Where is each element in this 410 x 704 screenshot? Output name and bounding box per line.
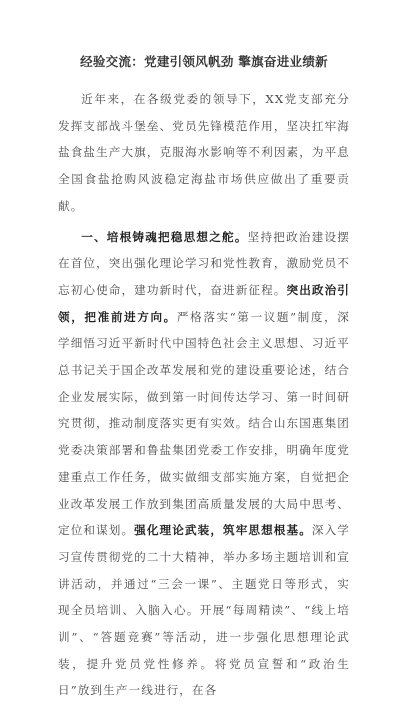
section-1-subheading-2: 强化理论武装，筑牢思想根基。 <box>134 523 312 538</box>
section-1-subheading-1: 突出政治引领，把准前进方向。 <box>58 282 350 324</box>
section-1-text-2: 严格落实“第一议题”制度，深学细悟习近平新时代中国特色社会主义思想、习近平总书记关于国企改革发展和党的建设重要论述，结合企业发展实际，做到第一时间传达学习、第一时间研究贯彻，推动制度落实更有实效。结合山东国惠集团党委决策部署和鲁盐集团党委工作安排，明确年度党建重点工作任务，做实做细支部实施方案，自觉把企业改革发展工作放到集团高质量发展的大局中思考、定位和谋划。 <box>58 309 350 538</box>
section-1-paragraph <box>58 224 350 704</box>
section-1-heading: 一、培根铸魂把稳思想之舵。 <box>81 229 248 244</box>
section-1-text-1: 坚持把政治建设摆在首位，突出强化理论学习和党性教育，激励党员不忘初心使命，建功新时代，奋进新征程。 <box>58 229 350 297</box>
intro-paragraph: 近年来，在各级党委的领导下，XX党支部充分发挥支部战斗堡垒、党员先锋模范作用，坚决扛牢海盐食盐生产大旗，克服海水影响等不利因素，为平息全国食盐抢购风波稳定海盐市场供应做出了重要贡献。 <box>58 92 350 213</box>
section-1-text-3: 深入学习宣传贯彻党的二十大精神，举办多场主题培训和宣讲活动，并通过“三会一课”、主题党日等形式，实现全员培训、入脑入心。开展“每周精读”、“线上培训”、“答题竞赛”等活动，进一步强化思想理论武装，提升党员党性修养。将党员宣誓和“政治生日”放到生产一线进行，在各 <box>58 523 350 698</box>
document-title: 经验交流：党建引领风帆劲 擎旗奋进业绩新 <box>80 54 328 69</box>
